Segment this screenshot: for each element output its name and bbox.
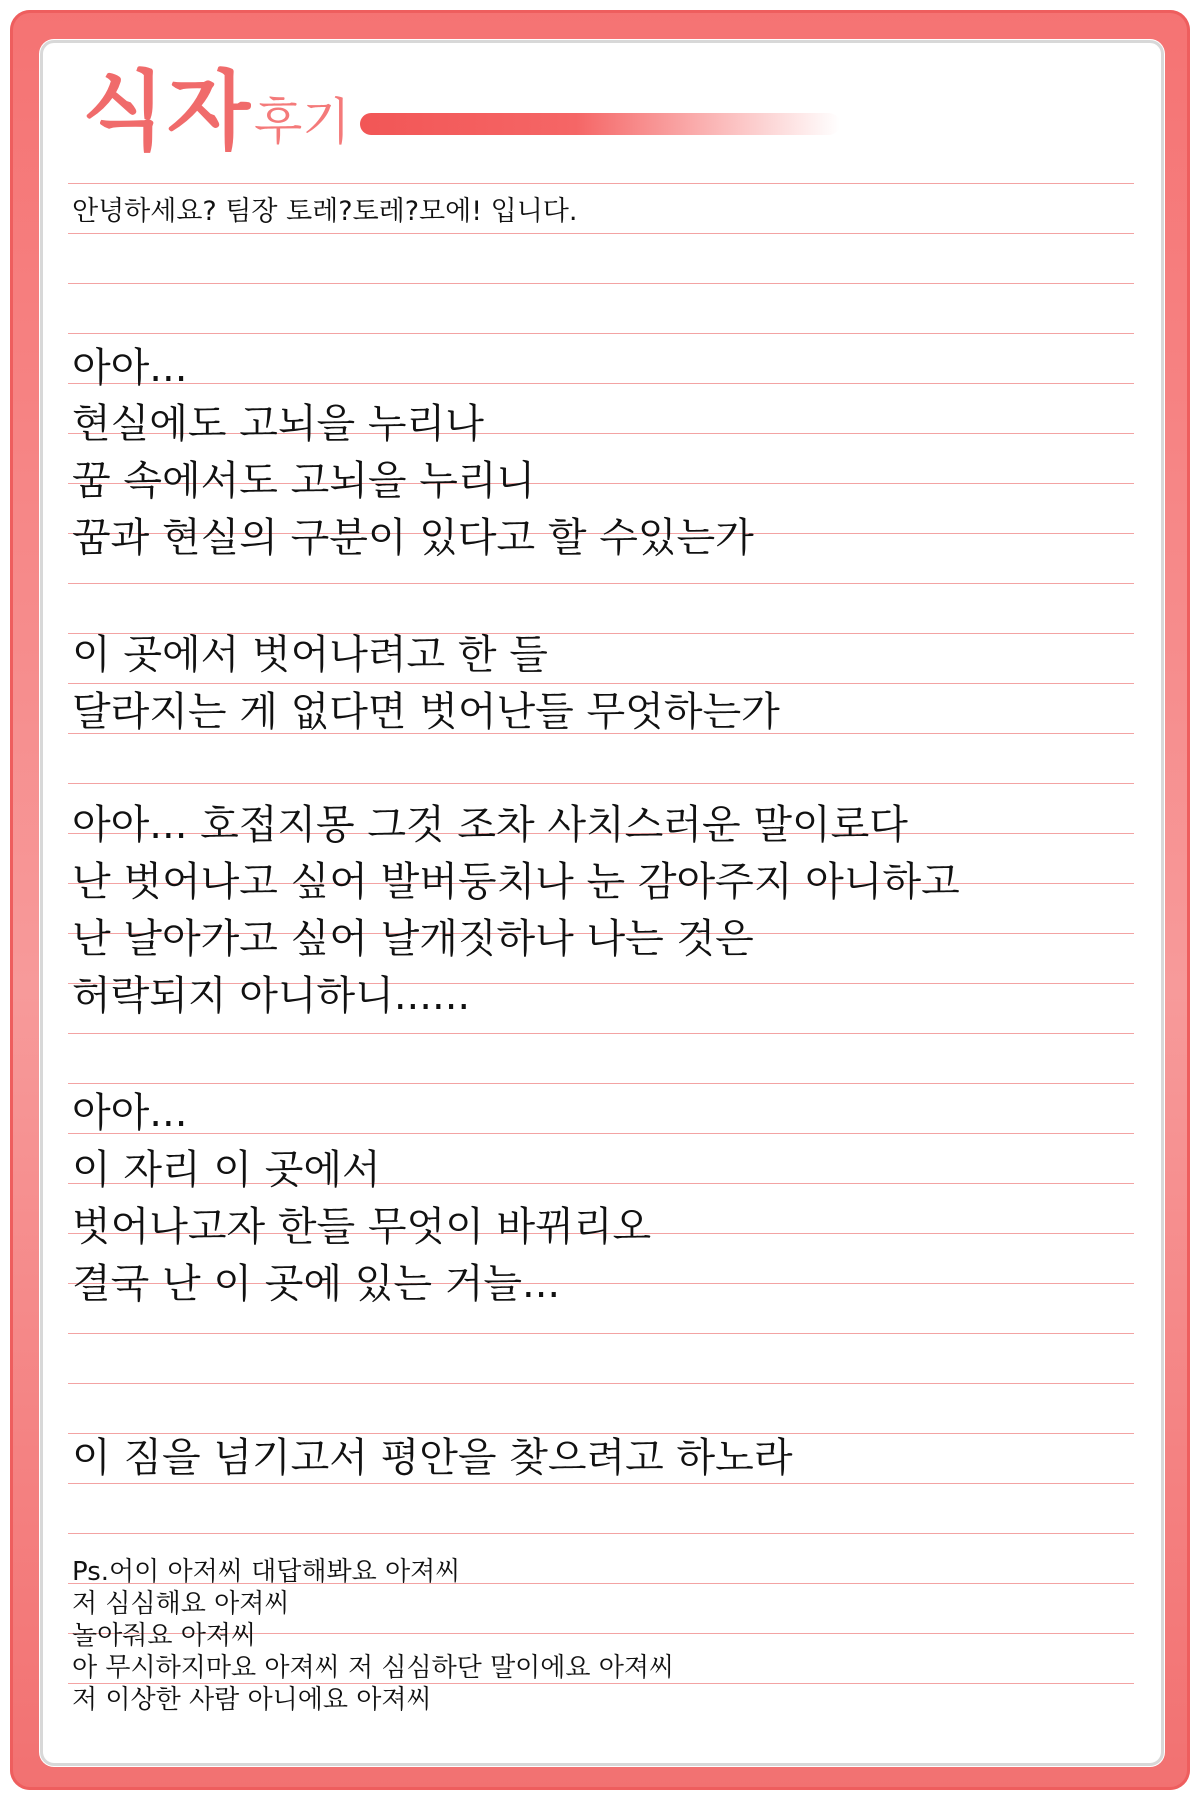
- ruled-line: [68, 233, 1134, 234]
- page-title: 식자: [82, 62, 253, 162]
- ruled-line: [68, 333, 1134, 334]
- ruled-line: [68, 1133, 1134, 1134]
- poem-line: 허락되지 아니하니......: [72, 973, 471, 1019]
- ruled-line: [68, 783, 1134, 784]
- poem-line: 이 자리 이 곳에서: [72, 1147, 381, 1193]
- poem-line: 아아...: [72, 1090, 188, 1136]
- page-subtitle: 후기: [254, 93, 351, 151]
- ruled-line: [68, 683, 1134, 684]
- ps-line: 저 이상한 사람 아니에요 아져씨: [72, 1685, 432, 1715]
- ruled-line: [68, 1533, 1134, 1534]
- closing-line: 이 짐을 넘기고서 평안을 찾으려고 하노라: [72, 1435, 793, 1481]
- poem-line: 벗어나고자 한들 무엇이 바뀌리오: [72, 1204, 652, 1250]
- ruled-line: [68, 1333, 1134, 1334]
- poem-line: 꿈 속에서도 고뇌을 누리니: [72, 458, 536, 504]
- ruled-line: [68, 183, 1134, 184]
- ps-line: 저 심심해요 아져씨: [72, 1589, 290, 1619]
- ruled-line: [68, 283, 1134, 284]
- poem-line: 이 곳에서 벗어나려고 한 들: [72, 632, 548, 678]
- ruled-line: [68, 383, 1134, 384]
- poem-line: 달라지는 게 없다면 벗어난들 무엇하는가: [72, 689, 780, 735]
- poem-line: 아아...: [72, 345, 188, 391]
- ruled-line: [68, 1483, 1134, 1484]
- ruled-line: [68, 1083, 1134, 1084]
- poem-line: 결국 난 이 곳에 있는 거늘...: [72, 1261, 561, 1307]
- poem-line: 난 벗어나고 싶어 발버둥치나 눈 감아주지 아니하고: [72, 859, 960, 905]
- ps-line: Ps.어이 아저씨 대답해봐요 아져씨: [72, 1557, 461, 1587]
- poem-line: 난 날아가고 싶어 날개짓하나 나는 것은: [72, 916, 754, 962]
- greeting-line: 안녕하세요? 팀장 토레?토레?모에! 입니다.: [72, 196, 578, 227]
- title-decoration-bar: [360, 113, 840, 135]
- ps-line: 아 무시하지마요 아져씨 저 심심하단 말이에요 아져씨: [72, 1653, 675, 1683]
- poem-line: 현실에도 고뇌을 누리나: [72, 401, 484, 447]
- ruled-line: [68, 1033, 1134, 1034]
- poem-line: 꿈과 현실의 구분이 있다고 할 수있는가: [72, 515, 754, 561]
- ruled-line: [68, 1383, 1134, 1384]
- ps-line: 놀아줘요 아져씨: [72, 1621, 257, 1651]
- ruled-line: [68, 583, 1134, 584]
- poem-line: 아아... 호접지몽 그것 조차 사치스러운 말이로다: [72, 802, 908, 848]
